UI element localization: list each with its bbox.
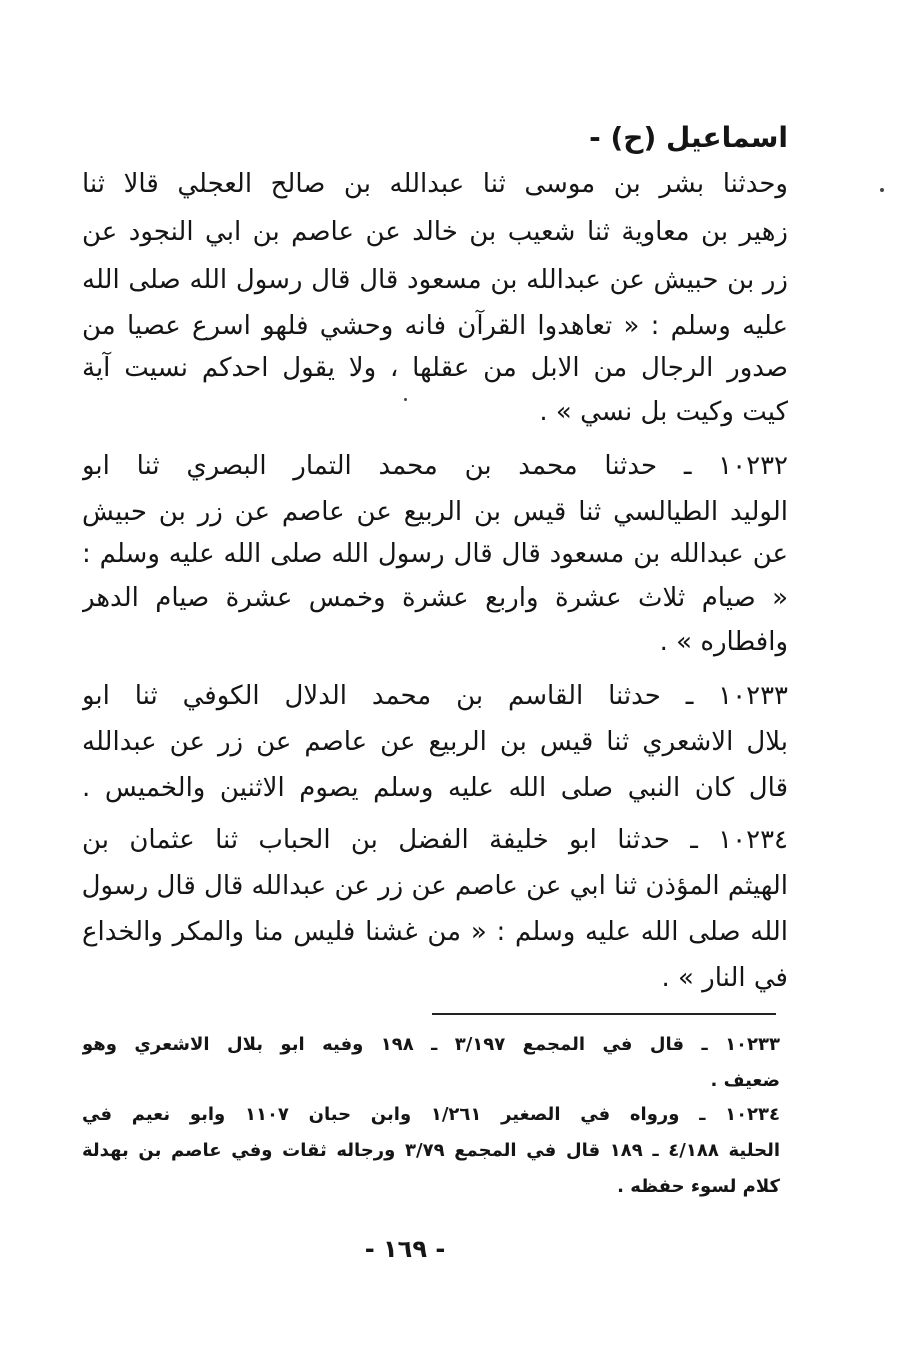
footnote-line: كلام لسوء حفظه .	[617, 1176, 780, 1197]
section-heading: اسماعيل (ح) -	[589, 121, 788, 154]
hadith-10232-line: ١٠٢٣٢ ـ حدثنا محمد بن محمد التمار البصري ثنا ابو	[82, 451, 788, 481]
scan-speck	[880, 188, 884, 192]
hadith-10233-line: ١٠٢٣٣ ـ حدثنا القاسم بن محمد الدلال الكوفي ثنا ابو	[82, 681, 788, 711]
footnote-line: ضعيف .	[710, 1070, 780, 1091]
page-number: - ١٦٩ -	[364, 1235, 446, 1263]
body-line: الله صلى الله عليه وسلم : « من غشنا فليس منا والمكر والخداع	[82, 917, 788, 947]
body-line: كيت وكيت بل نسي » .	[539, 397, 788, 427]
footnote-line: ١٠٢٣٣ ـ قال في المجمع ٣/١٩٧ ـ ١٩٨ وفيه ابو بلال الاشعري وهو	[82, 1034, 780, 1055]
body-line: « صيام ثلاث عشرة واربع عشرة وخمس عشرة صيام الدهر	[82, 583, 788, 613]
body-line: عليه وسلم : « تعاهدوا القرآن فانه وحشي فلهو اسرع عصيا من	[82, 311, 788, 341]
body-line: الوليد الطيالسي ثنا قيس بن الربيع عن عاصم عن زر بن حبيش	[82, 497, 788, 527]
body-line: صدور الرجال من الابل من عقلها ، ولا يقول احدكم نسيت آية	[82, 353, 788, 383]
body-line: عن عبدالله بن مسعود قال قال رسول الله صلى الله عليه وسلم :	[82, 539, 788, 569]
footnote-line: ١٠٢٣٤ ـ ورواه في الصغير ١/٢٦١ وابن حبان ١١٠٧ وابو نعيم في	[82, 1104, 780, 1125]
body-line: في النار » .	[661, 963, 788, 993]
body-line: قال كان النبي صلى الله عليه وسلم يصوم الاثنين والخميس .	[82, 773, 788, 803]
body-line: وافطاره » .	[659, 627, 788, 657]
body-line: زر بن حبيش عن عبدالله بن مسعود قال قال رسول الله صلى الله	[82, 265, 788, 295]
body-line: الهيثم المؤذن ثنا ابي عن عاصم عن زر عن عبدالله قال قال رسول	[82, 871, 788, 901]
body-line: وحدثنا بشر بن موسى ثنا عبدالله بن صالح العجلي قالا ثنا	[82, 169, 788, 199]
footnote-line: الحلية ٤/١٨٨ ـ ١٨٩ قال في المجمع ٣/٧٩ ورجاله ثقات وفي عاصم بن بهدلة	[82, 1140, 780, 1161]
scan-speck	[404, 398, 407, 401]
hadith-10234-line: ١٠٢٣٤ ـ حدثنا ابو خليفة الفضل بن الحباب ثنا عثمان بن	[82, 825, 788, 855]
footnote-separator	[432, 1013, 776, 1015]
body-line: زهير بن معاوية ثنا شعيب بن خالد عن عاصم بن ابي النجود عن	[82, 217, 788, 247]
body-line: بلال الاشعري ثنا قيس بن الربيع عن عاصم عن زر عن عبدالله	[82, 727, 788, 757]
